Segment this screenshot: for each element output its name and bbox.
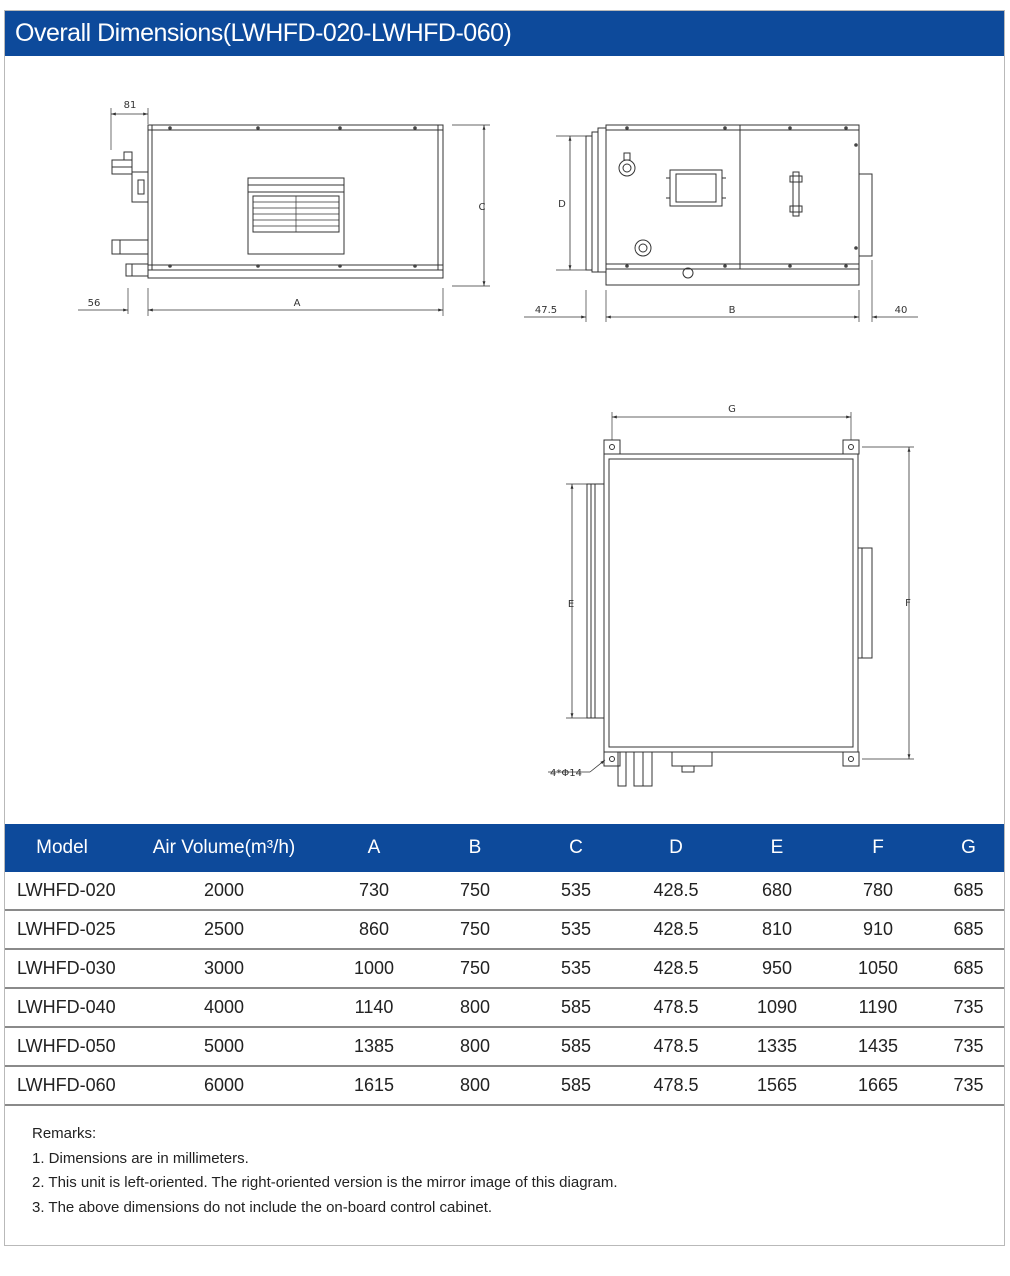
cell-air-volume: 2500 [119, 910, 329, 949]
remark-item: 2. This unit is left-oriented. The right-oriented version is the mirror image of this diagram. [32, 1174, 618, 1191]
front-view [78, 108, 490, 316]
cell-f: 1050 [823, 949, 933, 988]
cell-f: 910 [823, 910, 933, 949]
header-e: E [770, 837, 784, 858]
cell-model: LWHFD-025 [5, 910, 119, 949]
remark-item: 3. The above dimensions do not include the on-board control cabinet. [32, 1198, 493, 1216]
dim-label-e: E [567, 599, 575, 610]
dim-label-81: 81 [123, 100, 137, 111]
header-c: C [569, 837, 583, 858]
cell-e: 810 [731, 910, 823, 949]
cell-f: 1665 [823, 1066, 933, 1105]
cell-f: 780 [823, 872, 933, 910]
cell-air-volume: 4000 [119, 988, 329, 1027]
dimensions-table [5, 824, 1004, 1106]
cell-a: 730 [329, 872, 419, 910]
cell-a: 1615 [329, 1066, 419, 1105]
cell-e: 680 [731, 872, 823, 910]
dim-label-56: 56 [87, 298, 101, 309]
table-header-row [5, 824, 1004, 872]
cell-model: LWHFD-030 [5, 949, 119, 988]
cell-air-volume: 2000 [119, 872, 329, 910]
cell-air-volume: 6000 [119, 1066, 329, 1105]
dim-label-d: D [558, 199, 566, 210]
title-bar [5, 11, 1004, 56]
technical-drawing-svg [5, 56, 1004, 824]
header-g: G [961, 837, 976, 858]
table-row [5, 872, 1004, 910]
cell-b: 800 [419, 1066, 531, 1105]
dimension-drawing [5, 56, 1004, 824]
cell-model: LWHFD-050 [5, 1027, 119, 1066]
cell-g: 685 [933, 872, 1004, 910]
remark-item: 1. Dimensions are in millimeters. [32, 1149, 249, 1167]
cell-c: 535 [531, 910, 621, 949]
table-row [5, 1066, 1004, 1105]
header-air-volume: Air Volume(m³/h) [152, 837, 296, 858]
header-a: A [367, 837, 381, 858]
cell-c: 585 [531, 988, 621, 1027]
cell-b: 750 [419, 872, 531, 910]
cell-d: 428.5 [621, 872, 731, 910]
cell-e: 1090 [731, 988, 823, 1027]
cell-c: 535 [531, 872, 621, 910]
cell-g: 735 [933, 1027, 1004, 1066]
cell-g: 735 [933, 1066, 1004, 1105]
dim-label-g: G [728, 404, 736, 415]
top-view [548, 412, 914, 786]
cell-model: LWHFD-040 [5, 988, 119, 1027]
cell-e: 1565 [731, 1066, 823, 1105]
cell-a: 860 [329, 910, 419, 949]
dim-label-b: B [728, 305, 736, 316]
cell-b: 750 [419, 910, 531, 949]
cell-e: 950 [731, 949, 823, 988]
cell-f: 1190 [823, 988, 933, 1027]
table-row [5, 910, 1004, 949]
cell-g: 685 [933, 910, 1004, 949]
cell-c: 585 [531, 1027, 621, 1066]
cell-g: 735 [933, 988, 1004, 1027]
table-row [5, 1027, 1004, 1066]
dim-label-40: 40 [894, 305, 908, 316]
header-b: B [468, 837, 482, 858]
remarks-heading: Remarks: [32, 1125, 97, 1142]
cell-f: 1435 [823, 1027, 933, 1066]
cell-d: 478.5 [621, 988, 731, 1027]
cell-d: 478.5 [621, 1066, 731, 1105]
header-d: D [669, 837, 683, 858]
cell-a: 1000 [329, 949, 419, 988]
cell-b: 750 [419, 949, 531, 988]
cell-g: 685 [933, 949, 1004, 988]
cell-c: 585 [531, 1066, 621, 1105]
header-f: F [872, 837, 884, 858]
cell-d: 428.5 [621, 949, 731, 988]
cell-model: LWHFD-020 [5, 872, 119, 910]
cell-a: 1140 [329, 988, 419, 1027]
remarks-section [32, 1122, 618, 1220]
cell-e: 1335 [731, 1027, 823, 1066]
cell-air-volume: 5000 [119, 1027, 329, 1066]
table-row [5, 949, 1004, 988]
cell-b: 800 [419, 1027, 531, 1066]
table-row [5, 988, 1004, 1027]
cell-a: 1385 [329, 1027, 419, 1066]
cell-air-volume: 3000 [119, 949, 329, 988]
side-view [524, 125, 918, 322]
page-title: Overall Dimensions(LWHFD-020-LWHFD-060) [15, 19, 512, 47]
cell-d: 478.5 [621, 1027, 731, 1066]
dim-label-c: C [478, 202, 486, 213]
cell-model: LWHFD-060 [5, 1066, 119, 1105]
cell-b: 800 [419, 988, 531, 1027]
dim-label-f: F [905, 598, 911, 609]
header-model: Model [36, 837, 88, 858]
dim-label-47-5: 47.5 [534, 305, 558, 316]
cell-d: 428.5 [621, 910, 731, 949]
cell-c: 535 [531, 949, 621, 988]
hole-spec-label: 4*Φ14 [550, 768, 582, 779]
dim-label-a: A [293, 298, 301, 309]
